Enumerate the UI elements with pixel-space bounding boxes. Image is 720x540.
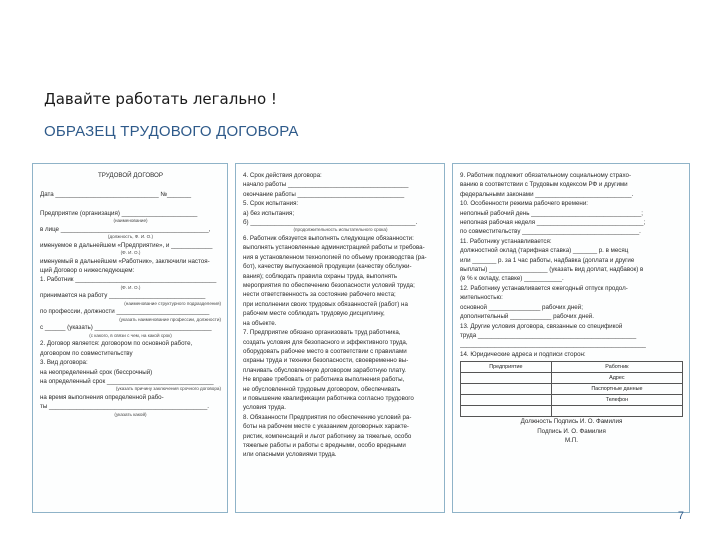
contract-text-line: (в % к окладу, ставке) ___________. <box>460 275 564 283</box>
page-number: 7 <box>677 510 684 522</box>
contract-text-line: 5. Срок испытания: <box>243 200 299 208</box>
contract-text-line: ния в установленном технологией по объему производства (ра- <box>243 253 427 261</box>
table-cell <box>461 373 552 384</box>
contract-text-line: или _______ р. за 1 час работы, надбавка (доплата и другие <box>460 256 635 264</box>
contract-text-line: 3. Вид договора: <box>40 359 88 367</box>
contract-text-line: ристик, компенсаций и льгот работнику за тяжелые, особо <box>243 432 412 440</box>
contract-text-line: вания); соблюдать правила охраны труда, выполнять <box>243 272 398 280</box>
contract-text-line: 2. Договор является: договором по основной работе, <box>40 340 193 348</box>
contract-text-line: условия труда. <box>243 404 286 412</box>
contract-text-line: Предприятие (организация) ______________________ <box>40 209 198 217</box>
contract-text-line: мероприятия по обеспечению безопасности условий труда; <box>243 282 415 290</box>
contract-page-3 <box>452 163 690 513</box>
contract-text-line: М.П. <box>564 436 579 444</box>
contract-text-line: неполный рабочий день ________________________________; <box>460 209 643 217</box>
table-cell <box>551 406 682 417</box>
table-cell: Паспортные данные <box>551 384 682 395</box>
contract-text-line <box>40 199 221 208</box>
contract-text-line: жительностью: <box>460 294 503 302</box>
contract-text-line: именуемый в дальнейшем «Работник», заключили настоя- <box>40 257 210 265</box>
contract-text-line: нести ответственность за состояние рабочего места; <box>243 291 396 299</box>
contract-text-line: щий Договор о нижеследующем: <box>40 267 135 275</box>
contract-text-line: неполная рабочая неделя _______________________________; <box>460 219 646 227</box>
contract-page-2 <box>235 163 445 513</box>
table-cell <box>461 406 552 417</box>
contract-text-line: Не вправе требовать от работника выполнения работы, <box>243 376 405 384</box>
contract-text-line: боты на рабочем месте с указанием договорных характе- <box>243 423 409 431</box>
contract-text-line: б) ________________________________________________. <box>243 219 418 227</box>
contract-text-line: основной _______________ рабочих дней; <box>460 303 583 311</box>
contract-text-line: выполнять установленные администрацией работы и требова- <box>243 244 425 252</box>
contract-text-line: на неопределенный срок (бессрочный) <box>40 368 153 376</box>
slide-subtitle: ОБРАЗЕЦ ТРУДОВОГО ДОГОВОРА <box>44 123 299 140</box>
contract-text-line: по совместительству __________________________________. <box>460 228 641 236</box>
table-row <box>461 373 683 384</box>
contract-text-line: при исполнении своих трудовых обязанностей (работ) на <box>243 300 408 308</box>
contract-page-1-text <box>40 171 221 418</box>
contract-text-line: 8. Обязанности Предприятия по обеспечению условий ра- <box>243 413 412 421</box>
contract-text-line: (указать наименование профессии, должности) <box>119 316 221 322</box>
contract-text-line <box>40 180 221 189</box>
contract-text-line: оборудовать рабочее место в соответствии с правилами <box>243 347 407 355</box>
contract-text-line: 1. Работник _________________________________________ <box>40 276 217 284</box>
contract-text-line: 11. Работнику устанавливается: <box>460 237 552 245</box>
contract-text-line: 13. Другие условия договора, связанные со спецификой <box>460 322 623 330</box>
contract-page-3-text <box>460 171 683 445</box>
contract-text-line: на время выполнения определенной рабо- <box>40 394 164 402</box>
contract-text-line: с ______ (указать) __________________________________ <box>40 324 212 332</box>
contract-text-line: а) без испытания; <box>243 209 295 217</box>
contract-text-line: принимается на работу ____________________________ <box>40 292 206 300</box>
contract-text-line: в лице ___________________________________________, <box>40 225 211 233</box>
table-cell: Телефон <box>551 395 682 406</box>
contract-text-line: на определенный срок _______________________________ <box>40 378 214 386</box>
contract-text-line: 14. Юридические адреса и подписи сторон: <box>460 350 586 358</box>
contract-text-line: 10. Особенности режима рабочего времени: <box>460 200 588 208</box>
contract-text-line: (наименование структурного подразделения) <box>124 300 221 306</box>
contract-text-line: не обусловленной трудовым договором, обеспечивать <box>243 385 401 393</box>
contract-text-line: (с какого, в связи с чем, на какой срок) <box>89 332 172 338</box>
signature-table <box>460 361 683 417</box>
contract-text-line: (указать какой) <box>114 411 147 417</box>
contract-text-line: дополнительный ____________ рабочих дней. <box>460 313 594 321</box>
table-cell: Работник <box>551 362 682 373</box>
contract-text-line: ты ______________________________________________. <box>40 403 210 411</box>
contract-text-line: плачивать обусловленную договором заработную плату. <box>243 366 407 374</box>
contract-text-line: именуемое в дальнейшем «Предприятие», и ____________ <box>40 241 213 249</box>
contract-text-line: или опасными условиями труда. <box>243 451 337 459</box>
contract-text-line: Дата ______________________________ №_______ <box>40 190 192 198</box>
contract-text-line: окончание работы _______________________________ <box>243 190 405 198</box>
table-row <box>461 406 683 417</box>
contract-text-line: труда ______________________________________________ <box>460 331 637 339</box>
contract-page-2-text <box>243 171 438 460</box>
table-row <box>461 362 683 373</box>
contract-text-line: рабочем месте соблюдать трудовую дисциплину, <box>243 310 385 318</box>
contract-text-line: (наименование) <box>113 218 148 224</box>
contract-text-line: ______________________________________________________ <box>460 341 646 349</box>
contract-text-line: по профессии, должности ___________________________ <box>40 308 210 316</box>
contract-page-1 <box>32 163 228 513</box>
contract-text-line: бот), качеству выпускаемой продукции (качеству обслужи- <box>243 263 412 271</box>
contract-text-line: 9. Работник подлежит обязательному социальному страхо- <box>460 172 632 179</box>
contract-text-line: начало работы ___________________________________ <box>243 181 409 189</box>
contract-text-line: федеральными законами ____________________________. <box>460 190 634 198</box>
table-cell <box>461 384 552 395</box>
contract-text-line: (должность, Ф. И. О.) <box>107 234 154 240</box>
contract-text-line: ТРУДОВОЙ ДОГОВОР <box>97 172 163 179</box>
contract-text-line: и повышение квалификации работника согласно трудового <box>243 394 414 402</box>
contract-text-line: (продолжительность испытательного срока) <box>293 227 388 233</box>
table-row <box>461 384 683 395</box>
contract-text-line: Должность Подпись И. О. Фамилия <box>520 418 623 426</box>
contract-text-line: 4. Срок действия договора: <box>243 172 322 179</box>
contract-text-line: (указать причину заключения срочного договора) <box>115 386 221 392</box>
contract-text-line: (Ф. И. О.) <box>120 250 141 256</box>
contract-text-line: 6. Работник обязуется выполнять следующие обязанности: <box>243 235 414 243</box>
table-cell: Предприятие <box>461 362 552 373</box>
table-cell <box>461 395 552 406</box>
slide-title: Давайте работать легально ! <box>44 90 277 108</box>
contract-text-line: (Ф. И. О.) <box>120 284 141 290</box>
table-row <box>461 395 683 406</box>
contract-text-line: выплаты) _________________ (указать вид доплат, надбавок) в <box>460 266 644 274</box>
table-cell: Адрес <box>551 373 682 384</box>
contract-text-line: охраны труда и техники безопасности, своевременно вы- <box>243 357 409 365</box>
contract-text-line: на объекте. <box>243 319 277 327</box>
contract-text-line: Подпись И. О. Фамилия <box>537 427 606 435</box>
contract-text-line: 7. Предприятие обязано организовать труд работника, <box>243 329 401 337</box>
contract-text-line: тяжелые работы и работы с вредными, особо вредными <box>243 441 406 449</box>
contract-text-line: договором по совместительству <box>40 349 133 357</box>
contract-text-line: 12. Работнику устанавливается ежегодный отпуск продол- <box>460 284 628 292</box>
contract-text-line: должностной оклад (тарифная ставка) _______ р. в месяц <box>460 247 629 255</box>
contract-text-line: создать условия для безопасного и эффективного труда, <box>243 338 408 346</box>
contract-text-line: ванию в соответствии с Трудовым кодексом РФ и другими <box>460 181 628 189</box>
